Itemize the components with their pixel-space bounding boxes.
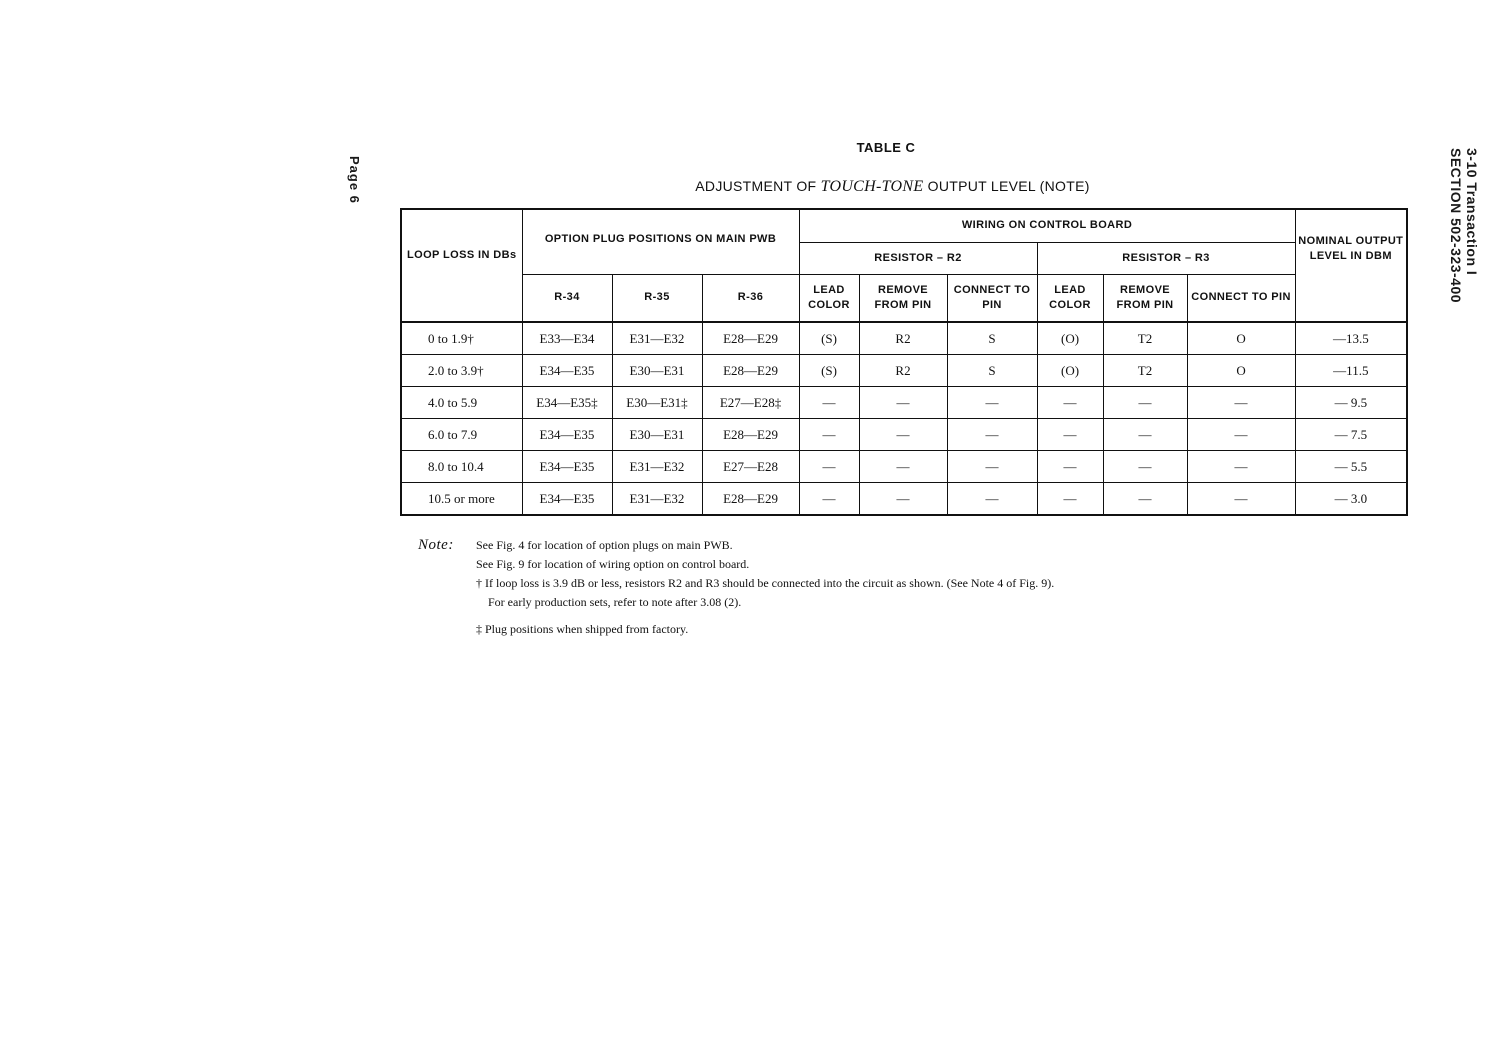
nominal-output-cell: — 7.5 [1295, 419, 1407, 451]
nominal-output-cell: — 9.5 [1295, 387, 1407, 419]
nominal-output-cell: —11.5 [1295, 355, 1407, 387]
table-row [401, 355, 1407, 387]
r3-connect-to-pin-header: CONNECT TO PIN [1187, 274, 1295, 322]
r2-connect-cell: — [947, 387, 1037, 419]
r3-remove-cell: — [1103, 451, 1187, 483]
loop-loss-header: LOOP LOSS IN DBs [401, 209, 522, 322]
r35-cell: E31—E32 [612, 483, 702, 516]
r34-header: R-34 [522, 274, 612, 322]
r3-connect-cell: O [1187, 322, 1295, 355]
note-line: See Fig. 4 for location of option plugs on main PWB. [476, 538, 733, 552]
r3-remove-from-pin-header: REMOVE FROM PIN [1103, 274, 1187, 322]
table-row [401, 483, 1407, 516]
r2-lead-color-header: LEAD COLOR [799, 274, 859, 322]
transaction-label: 3-10 Transaction I [1464, 148, 1480, 276]
loop-loss-cell: 2.0 to 3.9† [401, 355, 522, 387]
r2-remove-cell: — [859, 419, 947, 451]
resistor-r2-header: RESISTOR – R2 [799, 242, 1037, 274]
subtitle-prefix: ADJUSTMENT OF [695, 178, 821, 194]
r34-cell: E34—E35 [522, 419, 612, 451]
r3-remove-cell: — [1103, 419, 1187, 451]
r35-cell: E31—E32 [612, 322, 702, 355]
r2-remove-cell: R2 [859, 355, 947, 387]
r3-connect-cell: — [1187, 419, 1295, 451]
r2-lead-cell: (S) [799, 355, 859, 387]
r3-connect-cell: — [1187, 451, 1295, 483]
note-line: † If loop loss is 3.9 dB or less, resistors R2 and R3 should be connected into the circuit as shown. (See Note 4 of Fig. 9). [476, 576, 1055, 590]
r2-connect-cell: S [947, 355, 1037, 387]
r34-cell: E34—E35‡ [522, 387, 612, 419]
r36-cell: E28—E29 [702, 322, 799, 355]
r36-cell: E28—E29 [702, 419, 799, 451]
r2-remove-cell: R2 [859, 322, 947, 355]
r34-cell: E33—E34 [522, 322, 612, 355]
nominal-output-cell: — 3.0 [1295, 483, 1407, 516]
r3-lead-cell: (O) [1037, 355, 1103, 387]
nominal-output-header: NOMINAL OUTPUT LEVEL IN DBM [1295, 209, 1407, 322]
r3-remove-cell: T2 [1103, 355, 1187, 387]
r3-connect-cell: — [1187, 387, 1295, 419]
r2-connect-cell: — [947, 451, 1037, 483]
r36-cell: E28—E29 [702, 355, 799, 387]
r3-remove-cell: — [1103, 483, 1187, 516]
r2-lead-cell: — [799, 451, 859, 483]
r2-remove-from-pin-header: REMOVE FROM PIN [859, 274, 947, 322]
note-spacer [476, 612, 1316, 620]
r2-connect-cell: S [947, 322, 1037, 355]
section-header [1448, 148, 1480, 303]
option-plug-header: OPTION PLUG POSITIONS ON MAIN PWB [522, 209, 799, 274]
note-line: ‡ Plug positions when shipped from factory. [476, 622, 689, 636]
resistor-r3-header: RESISTOR – R3 [1037, 242, 1295, 274]
table-row [401, 322, 1407, 355]
loop-loss-cell: 8.0 to 10.4 [401, 451, 522, 483]
table-row [401, 419, 1407, 451]
r2-lead-cell: — [799, 419, 859, 451]
r2-remove-cell: — [859, 451, 947, 483]
loop-loss-cell: 4.0 to 5.9 [401, 387, 522, 419]
r3-lead-cell: — [1037, 387, 1103, 419]
r36-cell: E28—E29 [702, 483, 799, 516]
r34-cell: E34—E35 [522, 451, 612, 483]
r2-lead-cell: (S) [799, 322, 859, 355]
r3-remove-cell: T2 [1103, 322, 1187, 355]
table-subtitle [540, 178, 1245, 196]
r2-lead-cell: — [799, 483, 859, 516]
r2-connect-to-pin-header: CONNECT TO PIN [947, 274, 1037, 322]
note-line: For early production sets, refer to note after 3.08 (2). [488, 595, 742, 609]
note-lines [476, 536, 1316, 639]
r2-lead-cell: — [799, 387, 859, 419]
r3-connect-cell: O [1187, 355, 1295, 387]
r2-remove-cell: — [859, 387, 947, 419]
r2-connect-cell: — [947, 483, 1037, 516]
subtitle-touch-tone: TOUCH-TONE [820, 178, 924, 195]
r3-lead-cell: — [1037, 419, 1103, 451]
table-row [401, 387, 1407, 419]
table-title: TABLE C [856, 140, 916, 155]
page-label: Page 6 [347, 156, 362, 204]
r34-cell: E34—E35 [522, 355, 612, 387]
r34-cell: E34—E35 [522, 483, 612, 516]
nominal-output-cell: — 5.5 [1295, 451, 1407, 483]
r3-lead-cell: (O) [1037, 322, 1103, 355]
r36-header: R-36 [702, 274, 799, 322]
subtitle-suffix: OUTPUT LEVEL (NOTE) [923, 178, 1090, 194]
section-number: SECTION 502-323-400 [1448, 148, 1464, 304]
loop-loss-cell: 0 to 1.9† [401, 322, 522, 355]
r2-connect-cell: — [947, 419, 1037, 451]
r3-lead-color-header: LEAD COLOR [1037, 274, 1103, 322]
r36-cell: E27—E28‡ [702, 387, 799, 419]
nominal-output-cell: —13.5 [1295, 322, 1407, 355]
r3-remove-cell: — [1103, 387, 1187, 419]
table-row [401, 451, 1407, 483]
wiring-header: WIRING ON CONTROL BOARD [799, 209, 1295, 242]
r35-cell: E31—E32 [612, 451, 702, 483]
r36-cell: E27—E28 [702, 451, 799, 483]
r3-connect-cell: — [1187, 483, 1295, 516]
loop-loss-cell: 10.5 or more [401, 483, 522, 516]
adjustment-table [400, 208, 1408, 516]
note-label: Note: [418, 537, 454, 553]
r35-cell: E30—E31 [612, 355, 702, 387]
loop-loss-cell: 6.0 to 7.9 [401, 419, 522, 451]
r3-lead-cell: — [1037, 483, 1103, 516]
r35-cell: E30—E31‡ [612, 387, 702, 419]
r3-lead-cell: — [1037, 451, 1103, 483]
r35-header: R-35 [612, 274, 702, 322]
note-line: See Fig. 9 for location of wiring option on control board. [476, 557, 750, 571]
r2-remove-cell: — [859, 483, 947, 516]
r35-cell: E30—E31 [612, 419, 702, 451]
